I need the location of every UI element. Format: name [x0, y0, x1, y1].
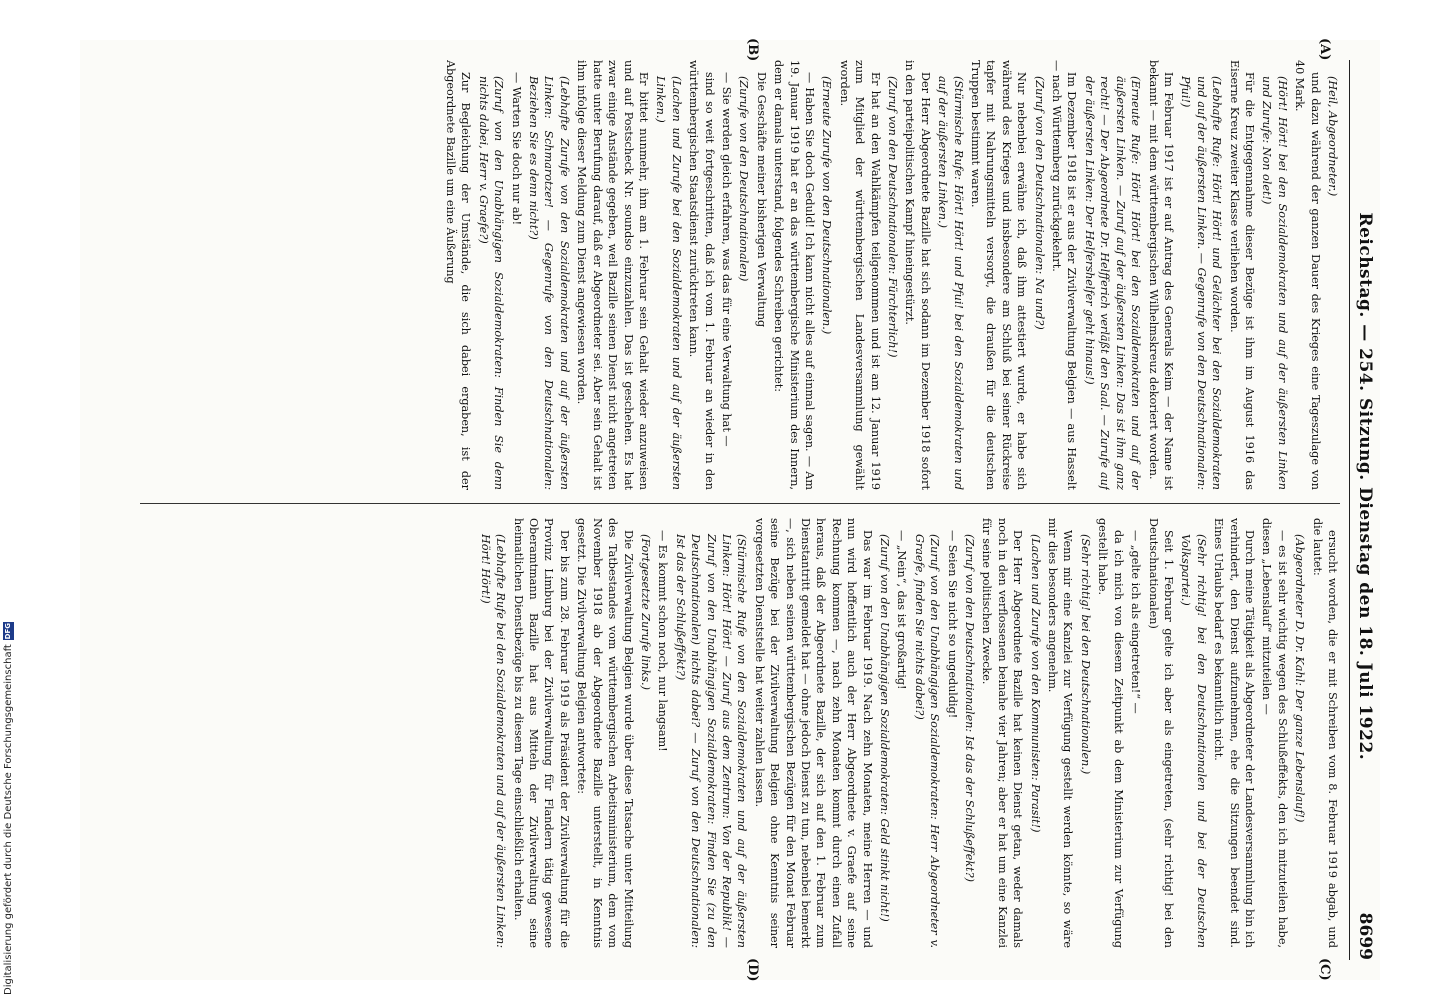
paragraph: (Erneute Zurufe von den Deutschnationalen.): [820, 76, 834, 335]
paragraph: Er bittet nunmehr, ihm am 1. Februar sein Gehalt wieder anzuweisen und auf Postscheck Nr. soundso einzuzahlen. Das ist geschehen. Es hat zwar einige Anstände gegeben, weil Bazille seinen Dienst nicht angetreten hatte unter Berufung darauf, daß er Abgeordneter sei. Aber sein Gehalt ist ihm infolge dieser Meldung zum Dienst angewiesen worden.: [575, 60, 650, 490]
header-title: Reichstag. — 254. Sitzung. Dienstag den 18. Juli 1922.: [1355, 212, 1375, 761]
margin-marker-d: (D): [745, 958, 760, 982]
paragraph: (Lebhafte Rufe bei den Sozialdemokraten und auf der äußersten Linken: Hört! Hört!): [478, 534, 508, 948]
paragraph: (Lachen und Zurufe bei den Sozialdemokraten und auf der äußersten Linken.): [654, 76, 683, 490]
margin-marker-c: (C): [1317, 958, 1332, 981]
dfg-logo: DFG: [4, 622, 12, 640]
paragraph: Das war im Februar 1919. Nach zehn Monaten, meine Herren — und nun wird hoffentlich auch der Herr Abgeordnete v. Graefe auf seine Rechnung kommen —, nach zehn Monaten kommt durch einen Zufall heraus, daß der Abgeordnete Bazille, der sich auf den 1. Februar zum Dienstantritt gemeldet hat — ohne jedoch Dienst zu tun, nebenbei bemerkt —, sich neben seinen württembergischen Bezügen für den Monat Februar seine Bezüge bei der Zivilverwaltung Belgien ohne Kenntnis seiner vorgesetzten Dienststelle hat weiter zahlen lassen.: [752, 518, 874, 948]
paragraph: (Zurufe von den Deutschnationalen): [737, 76, 751, 282]
paragraph: Nur nebenbei erwähne ich, daß ihm attestiert wurde, er habe sich während des Krieges und insbesondere am Schluß bei seiner Rückreise tapfer mit Nahrungsmitteln versorgt, die draußen für die deutschen Truppen bestimmt waren.: [969, 60, 1029, 490]
paragraph: (Zuruf von den Unabhängigen Sozialdemokraten: Finden Sie denn nichts dabei, Herr v. Graefe?): [476, 76, 506, 490]
paragraph: — Sie werden gleich erfahren, was das für eine Verwaltung hat —: [719, 72, 733, 447]
paragraph: (Fortgesetzte Zurufe links.): [638, 534, 652, 690]
paragraph: Der bis zum 28. Februar 1919 als Präsident der Zivilverwaltung für die Provinz Limburg bei der Zivilverwaltung für Flandern tätig gewesene Oberamtmann Bazille hat aus Mitteln der Zivilverwaltung seine heimatlichen Dienstbezüge bis zu diesem Tage einschließlich erhalten.: [511, 518, 571, 948]
column-divider: [140, 503, 1340, 504]
paragraph: (Zuruf von den Deutschnationalen: Fürchterlich!): [886, 76, 900, 358]
footer-credit: Digitalisierung gefördert durch die Deutsche Forschungsgemeinschaft: [3, 644, 14, 995]
paragraph: (Lebhafte Rufe: Hört! Hört! und Gelächter bei den Sozialdemokraten und auf der äußersten Linken. — Gegenrufe von den Deutschnationalen: Pfui!): [1179, 76, 1224, 490]
document-page: [80, 40, 1380, 980]
paragraph: (Lachen und Zurufe von den Kommunisten: Parasit!): [1028, 534, 1042, 833]
paragraph: Der Herr Abgeordnete Bazille hat sich sodann im Dezember 1918 sofort in den parteipolitischen Kampf hineingestürzt.: [903, 60, 932, 490]
paragraph: Er hat an den Wahlkämpfen teilgenommen und ist am 12. Januar 1919 zum Mitglied der württembergischen Landesversammlung gewählt worden.: [837, 60, 882, 490]
paragraph: (Lebhafte Zurufe von den Sozialdemokraten und auf der äußersten Linken: Schmarotzer! — Gegenrufe von den Deutschnationalen: Beziehen Sie es denn nicht?): [527, 76, 571, 490]
paragraph: (Sehr richtig! bei den Deutschnationalen.): [1078, 534, 1092, 775]
right-column: [120, 518, 1340, 948]
paragraph: — Es kommt schon noch, nur langsam!: [656, 530, 670, 752]
paragraph: (Abgeordneter D. Dr. Kahl: Der ganze Lebenslauf!): [1293, 534, 1307, 823]
paragraph: Im Februar 1917 ist er auf Antrag des Generals Keim — der Name ist bekannt — mit dem württembergischen Wilhelmskreuz dekoriert worden.: [1146, 60, 1175, 490]
page-footer: [3, 622, 14, 995]
paragraph: und dazu während der ganzen Dauer des Krieges eine Tageszulage von 40 Mark.: [1293, 60, 1322, 490]
paragraph: (Stürmische Rufe: Hört! Hört! und Pfui! bei den Sozialdemokraten und auf der äußersten Linken.): [936, 76, 965, 490]
paragraph: (Zuruf von den Deutschnationalen: Ist das der Schlußeffekt?): [963, 534, 977, 882]
paragraph: Im Dezember 1918 ist er aus der Zivilverwaltung Belgien — aus Hasselt — nach Württemberg zurückgekehrt.: [1050, 60, 1079, 490]
paragraph: Die Geschäfte meiner bisherigen Verwaltung: [754, 72, 768, 328]
left-column: [120, 60, 1340, 490]
paragraph: Die Zivilverwaltung Belgien wurde über diese Tatsache unter Mitteilung des Tatbestandes vom württembergischen Arbeitsministerium, dem vom November 1918 ab der Abgeordnete Bazille unterstellt, in Kenntnis gesetzt. Die Zivilverwaltung Belgien antwortete:: [575, 518, 635, 948]
page-header: [1349, 60, 1380, 960]
paragraph: Für die Entgegennahme dieser Bezüge ist ihm im August 1916 das Eiserne Kreuz zweiter Klasse verliehen worden.: [1227, 60, 1256, 490]
paragraph: Durch meine Tätigkeit als Abgeordneter der Landesversammlung bin ich verhindert, den Dienst aufzunehmen, ehe die Sitzungen beendet sind. Eines Urlaubs bedarf es bekanntlich nicht.: [1212, 518, 1256, 948]
margin-marker-a: (A): [1317, 38, 1332, 61]
paragraph: ersucht worden, die er mit Schreiben vom 8. Februar 1919 abgab, und die lautet:: [1310, 518, 1339, 948]
paragraph: da ich mich von diesem Zeitpunkt ab dem Ministerium zur Verfügung gestellt habe.: [1096, 518, 1125, 948]
paragraph: (Heil, Abgeordneter.): [1326, 76, 1339, 197]
paragraph: sind so weit fortgeschritten, daß ich vom 1. Februar an wieder in den württembergischen Staatsdienst zurücktreten kann.: [687, 60, 716, 490]
paragraph: (Erneute Rufe: Hört! Hört! bei den Sozialdemokraten und auf der äußersten Linken. — Zuruf auf der äußersten Linken: Das ist ihm ganz recht! — Der Abgeordnete Dr. Helfferich verläßt den Saal. — Zurufe auf der äußersten Linken: Der Helfershelfer geht hinaus!): [1082, 76, 1143, 490]
paragraph: (Sehr richtig! bei den Deutschnationalen und bei der Deutschen Volkspartei.): [1179, 534, 1208, 948]
paragraph: (Zuruf von den Unabhängigen Sozialdemokraten: Herr Abgeordneter v. Graefe, finden Sie nichts dabei?): [912, 534, 942, 948]
paragraph: (Stürmische Rufe von den Sozialdemokraten und auf der äußersten Linken: Hört! Hört! — Zuruf aus dem Zentrum: Von der Republik! — Zuruf von den Unabhängigen Sozialdemokraten: Finden Sie (zu den Deutschnationalen) nichts dabei? — Zuruf von den Deutschnationalen: Ist das der Schlußeffekt?): [673, 534, 749, 948]
paragraph: Seit 1. Februar gelte ich aber als eingetreten, (sehr richtig! bei den Deutschnationalen): [1146, 518, 1175, 948]
paragraph: — „Nein“, das ist großartig!: [895, 530, 909, 690]
paragraph: Wenn mir eine Kanzlei zur Verfügung gestellt werden könnte, so wäre mir dies besonders angenehm.: [1046, 518, 1075, 948]
paragraph: — Haben Sie doch Geduld! Ich kann nicht alles auf einmal sagen. — Am 19. Januar 1919 hat er an das württembergische Ministerium des Innern, dem er damals unterstand, folgendes Schreiben gerichtet:: [772, 60, 816, 490]
paragraph: (Hört! Hört! bei den Sozialdemokraten und auf der äußersten Linken und Zurufe: Non olet!): [1260, 76, 1289, 490]
paragraph: — Seien Sie nicht so ungeduldig!: [945, 530, 959, 719]
paragraph: — „gelte ich als eingetreten!“ —: [1129, 530, 1143, 714]
paragraph: — es ist sehr wichtig wegen des Schlußeffekts, den ich mitzuteilen habe, diesen „Lebenslauf“ mitzuteilen —: [1260, 518, 1289, 948]
paragraph: Zur Begleichung der Umstände, die sich dabei ergaben, ist der Abgeordnete Bazille um eine Äußerung: [444, 60, 473, 490]
paragraph: — Warten Sie doch nur ab!: [509, 72, 523, 226]
margin-marker-b: (B): [745, 38, 760, 62]
paragraph: Der Herr Abgeordnete Bazille hat keinen Dienst getan, weder damals noch in den verflossenen beinahe vier Jahren; aber er hat um eine Kanzlei für seine politischen Zwecke.: [980, 518, 1025, 948]
paragraph: (Zuruf von den Deutschnationalen: Na und?): [1032, 76, 1046, 330]
page-number: 8699: [1355, 912, 1375, 960]
paragraph: (Zuruf von den Unabhängigen Sozialdemokraten: Geld stinkt nicht!): [878, 534, 892, 922]
